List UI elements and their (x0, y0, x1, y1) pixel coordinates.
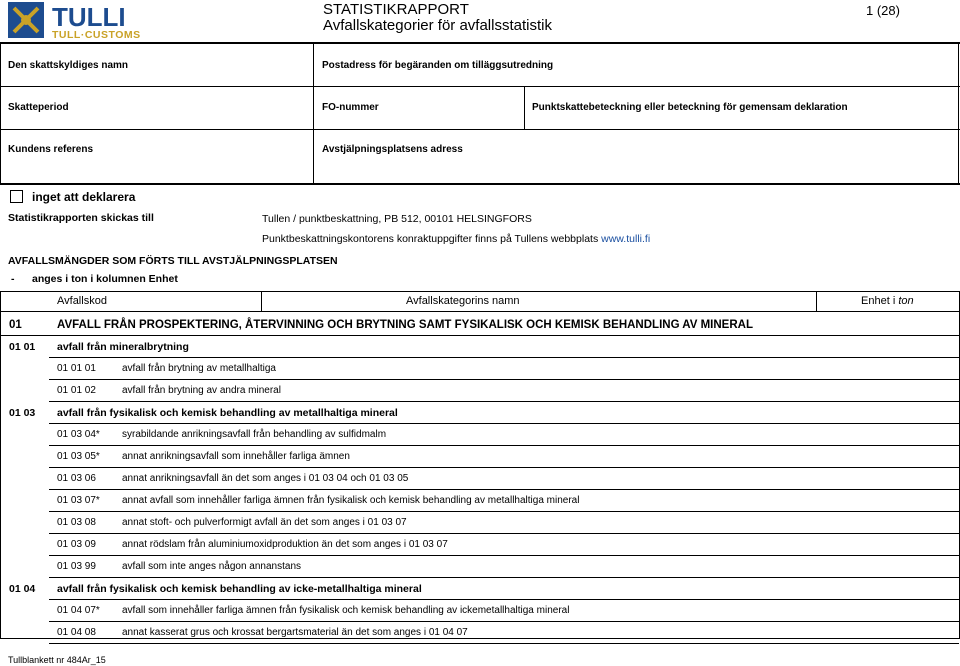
tax-period-field[interactable]: Skatteperiod (8, 102, 69, 113)
row-divider (49, 643, 959, 644)
waste-code: 01 03 06 (57, 473, 96, 484)
section-heading: AVFALLSMÄNGDER SOM FÖRTS TILL AVSTJÄLPNINGSPLATSEN (8, 255, 338, 267)
waste-category-name: AVFALL FRÅN PROSPEKTERING, ÅTERVINNING OCH BRYTNING SAMT FYSIKALISK OCH KEMISK BEHANDLING AV MINERAL (57, 319, 753, 331)
waste-category-name: annat avfall som innehåller farliga ämnen från fysikalisk och kemisk behandling av metallhaltiga mineral (122, 495, 580, 506)
instruction-dash: - (11, 273, 15, 285)
waste-code: 01 03 99 (57, 561, 96, 572)
waste-category-name: annat anrikningsavfall än det som anges i 01 03 04 och 01 03 05 (122, 473, 409, 484)
waste-category-name: avfall från fysikalisk och kemisk behandling av metallhaltiga mineral (57, 407, 398, 419)
waste-category-name: avfall från mineralbrytning (57, 341, 189, 353)
table-row (1, 600, 959, 622)
table-row (1, 380, 959, 402)
customer-reference-field[interactable]: Kundens referens (8, 144, 94, 155)
table-row (1, 402, 959, 424)
table-header (1, 292, 959, 312)
waste-category-name: avfall från fysikalisk och kemisk behandling av icke-metallhaltiga mineral (57, 583, 422, 595)
page-number: 1 (28) (866, 3, 900, 18)
waste-code: 01 03 (9, 407, 36, 419)
waste-category-name: avfall från brytning av metallhaltiga (122, 363, 276, 374)
contact-info-text (262, 233, 650, 245)
section-instruction (8, 273, 178, 285)
waste-code: 01 03 05* (57, 451, 100, 462)
waste-code: 01 03 09 (57, 539, 96, 550)
waste-code: 01 03 07* (57, 495, 100, 506)
customs-address: Tullen / punktbeskattning, PB 512, 00101 HELSINGFORS (262, 213, 532, 225)
logo-subtext: TULL·CUSTOMS (52, 29, 141, 40)
form-number: Tullblankett nr 484Ar_15 (8, 655, 106, 665)
waste-code: 01 01 (9, 341, 36, 353)
table-row (1, 556, 959, 578)
sent-to-label: Statistikrapporten skickas till (8, 212, 154, 224)
waste-code: 01 03 08 (57, 517, 96, 528)
table-row (1, 578, 959, 600)
unit-ton: ton (898, 295, 914, 307)
table-row (1, 336, 959, 358)
taxpayer-info-form (0, 42, 960, 185)
fo-number-field[interactable]: FO-nummer (322, 102, 379, 113)
waste-code: 01 (9, 319, 22, 331)
table-row (1, 314, 959, 336)
waste-category-name: avfall som innehåller farliga ämnen från fysikalisk och kemisk behandling av ickemetallhaltiga mineral (122, 605, 570, 616)
table-row (1, 490, 959, 512)
taxpayer-name-field[interactable]: Den skattskyldiges namn (8, 60, 129, 71)
tulli-website-link[interactable]: www.tulli.fi (601, 233, 651, 245)
waste-category-name: annat anrikningsavfall som innehåller farliga ämnen (122, 451, 350, 462)
nothing-to-declare-checkbox[interactable] (10, 190, 23, 203)
waste-category-name: annat kasserat grus och krossat bergartsmaterial än det som anges i 01 04 07 (122, 627, 468, 638)
waste-category-name: annat rödslam från aluminiumoxidproduktion än det som anges i 01 03 07 (122, 539, 448, 550)
waste-category-name: annat stoft- och pulverformigt avfall än det som anges i 01 03 07 (122, 517, 407, 528)
waste-code: 01 04 07* (57, 605, 100, 616)
table-row (1, 424, 959, 446)
waste-category-name: avfall från brytning av andra mineral (122, 385, 281, 396)
waste-category-name: avfall som inte anges någon annanstans (122, 561, 302, 572)
table-row (1, 358, 959, 380)
excise-id-field[interactable]: Punktskattebeteckning eller beteckning för gemensam deklaration (532, 102, 848, 113)
logo-text: TULLI (52, 2, 126, 32)
document-title: STATISTIKRAPPORT (323, 1, 469, 18)
waste-category-table (0, 291, 960, 639)
waste-code: 01 01 02 (57, 385, 96, 396)
column-header-code: Avfallskod (57, 295, 107, 307)
instruction-text: anges i ton i kolumnen Enhet (32, 273, 178, 285)
waste-code: 01 04 08 (57, 627, 96, 638)
table-row (1, 468, 959, 490)
unit-suffix: i (892, 295, 896, 307)
table-row (1, 534, 959, 556)
document-subtitle: Avfallskategorier för avfallsstatistik (323, 17, 552, 34)
contact-info-label: Punktbeskattningskontorens konraktuppgifter finns på Tullens webbplats (262, 233, 599, 245)
waste-code: 01 01 01 (57, 363, 96, 374)
column-header-unit (861, 295, 914, 307)
column-header-name: Avfallskategorins namn (406, 295, 520, 307)
table-row (1, 622, 959, 644)
waste-code: 01 03 04* (57, 429, 100, 440)
tulli-logo (8, 2, 198, 40)
disposal-address-field[interactable]: Avstjälpningsplatsens adress (322, 144, 463, 155)
postal-address-field[interactable]: Postadress för begäranden om tilläggsutredning (322, 60, 554, 71)
waste-category-name: syrabildande anrikningsavfall från behandling av sulfidmalm (122, 429, 387, 440)
unit-label: Enhet (861, 295, 890, 307)
waste-code: 01 04 (9, 583, 36, 595)
table-row (1, 512, 959, 534)
nothing-to-declare-label: inget att deklarera (32, 190, 136, 204)
table-row (1, 446, 959, 468)
